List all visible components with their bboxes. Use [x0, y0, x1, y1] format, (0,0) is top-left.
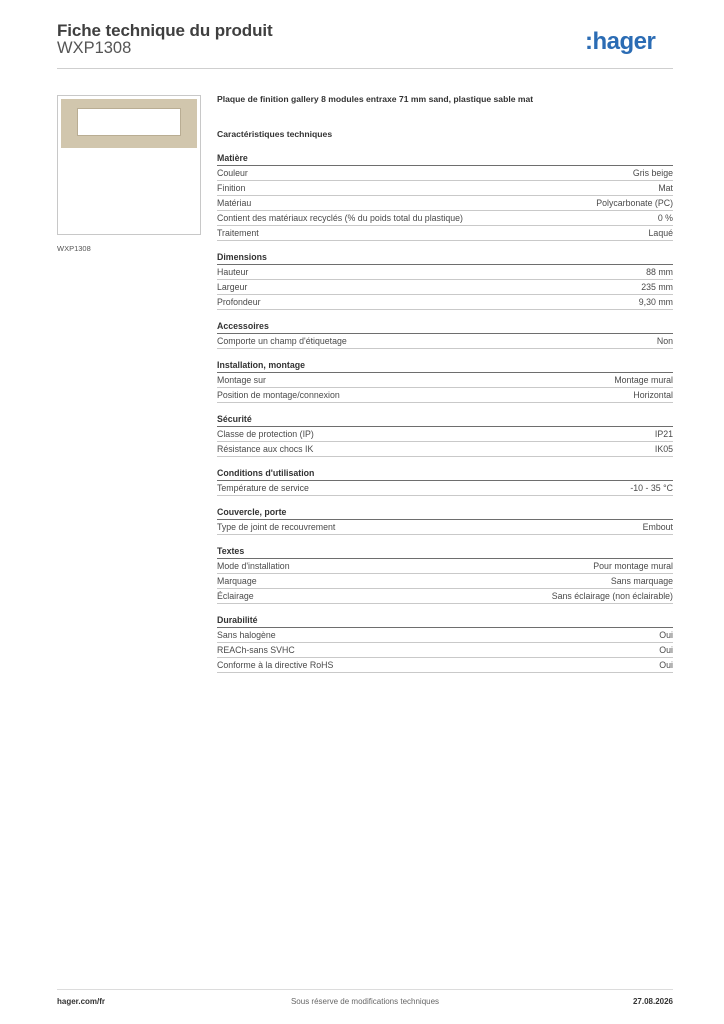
footer-notice: Sous réserve de modifications techniques [290, 997, 440, 1006]
logo-text: :hager [585, 28, 656, 55]
spec-row [217, 628, 673, 643]
spec-section-title: Accessoires [217, 320, 673, 334]
spec-label: Position de montage/connexion [217, 390, 340, 400]
spec-row [217, 427, 673, 442]
spec-label: Montage sur [217, 375, 266, 385]
page-header [57, 20, 673, 70]
characteristics-heading: Caractéristiques techniques [217, 129, 333, 139]
spec-row [217, 658, 673, 673]
spec-row [217, 265, 673, 280]
spec-section [217, 506, 673, 535]
spec-value: IK05 [654, 444, 673, 454]
spec-section [217, 467, 673, 496]
spec-label: Marquage [217, 576, 257, 586]
spec-row [217, 559, 673, 574]
spec-section [217, 152, 673, 241]
spec-section [217, 413, 673, 457]
spec-label: REACh-sans SVHC [217, 645, 295, 655]
product-description: Plaque de finition gallery 8 modules entraxe 71 mm sand, plastique sable mat [217, 94, 534, 104]
spec-value: 88 mm [646, 267, 673, 277]
spec-label: Contient des matériaux recyclés (% du poids total du plastique) [217, 213, 463, 223]
spec-label: Largeur [217, 282, 248, 292]
spec-row [217, 334, 673, 349]
spec-label: Sans halogène [217, 630, 276, 640]
spec-row [217, 280, 673, 295]
spec-label: Éclairage [217, 591, 254, 601]
spec-value: Sans éclairage (non éclairable) [551, 591, 673, 601]
footer-date: 27.08.2026 [632, 997, 673, 1006]
product-reference: WXP1308 [57, 39, 132, 57]
spec-value: -10 - 35 °C [630, 483, 673, 493]
spec-label: Couleur [217, 168, 248, 178]
finishing-plate-picture [61, 99, 197, 148]
spec-section-title: Conditions d'utilisation [217, 467, 673, 481]
spec-label: Traitement [217, 228, 259, 238]
spec-value: Oui [659, 645, 673, 655]
spec-value: Horizontal [633, 390, 673, 400]
spec-row [217, 388, 673, 403]
spec-row [217, 211, 673, 226]
header-divider [57, 68, 673, 69]
spec-section-title: Durabilité [217, 614, 673, 628]
spec-value: 235 mm [641, 282, 673, 292]
spec-label: Type de joint de recouvrement [217, 522, 336, 532]
document-title: Fiche technique du produit [57, 21, 273, 40]
spec-section [217, 359, 673, 403]
spec-row [217, 181, 673, 196]
spec-value: Sans marquage [610, 576, 673, 586]
spec-value: Montage mural [614, 375, 673, 385]
spec-value: Oui [659, 660, 673, 670]
spec-label: Classe de protection (IP) [217, 429, 314, 439]
spec-label: Température de service [217, 483, 309, 493]
spec-label: Finition [217, 183, 246, 193]
footer-divider [57, 989, 673, 990]
spec-row [217, 442, 673, 457]
footer-website-link[interactable]: hager.com/fr [57, 997, 106, 1006]
spec-value: Polycarbonate (PC) [596, 198, 673, 208]
spec-value: Pour montage mural [593, 561, 673, 571]
product-image-caption: WXP1308 [57, 244, 91, 253]
spec-section-title: Dimensions [217, 251, 673, 265]
spec-row [217, 643, 673, 658]
spec-value: Oui [659, 630, 673, 640]
spec-section-title: Installation, montage [217, 359, 673, 373]
spec-section [217, 320, 673, 349]
spec-value: 9,30 mm [638, 297, 673, 307]
spec-value: Laqué [648, 228, 673, 238]
spec-section-title: Textes [217, 545, 673, 559]
spec-row [217, 226, 673, 241]
spec-value: Gris beige [632, 168, 673, 178]
characteristics-list [217, 152, 673, 673]
spec-section-title: Couvercle, porte [217, 506, 673, 520]
spec-label: Matériau [217, 198, 252, 208]
spec-section-title: Sécurité [217, 413, 673, 427]
spec-row [217, 589, 673, 604]
spec-label: Profondeur [217, 297, 261, 307]
spec-label: Conforme à la directive RoHS [217, 660, 334, 670]
page-footer [57, 997, 673, 1011]
spec-section-title: Matière [217, 152, 673, 166]
spec-row [217, 166, 673, 181]
spec-section [217, 251, 673, 310]
spec-value: Mat [658, 183, 673, 193]
spec-label: Mode d'installation [217, 561, 290, 571]
spec-label: Comporte un champ d'étiquetage [217, 336, 347, 346]
spec-row [217, 574, 673, 589]
product-image [57, 95, 201, 235]
spec-section [217, 614, 673, 673]
spec-section [217, 545, 673, 604]
spec-row [217, 295, 673, 310]
spec-value: Non [656, 336, 673, 346]
spec-value: Embout [642, 522, 673, 532]
spec-row [217, 520, 673, 535]
spec-row [217, 373, 673, 388]
spec-label: Hauteur [217, 267, 249, 277]
spec-value: IP21 [654, 429, 673, 439]
spec-row [217, 481, 673, 496]
product-details [217, 94, 673, 683]
spec-row [217, 196, 673, 211]
plate-opening [77, 108, 181, 136]
spec-value: 0 % [657, 213, 673, 223]
spec-label: Résistance aux chocs IK [217, 444, 314, 454]
hager-logo [584, 27, 672, 55]
